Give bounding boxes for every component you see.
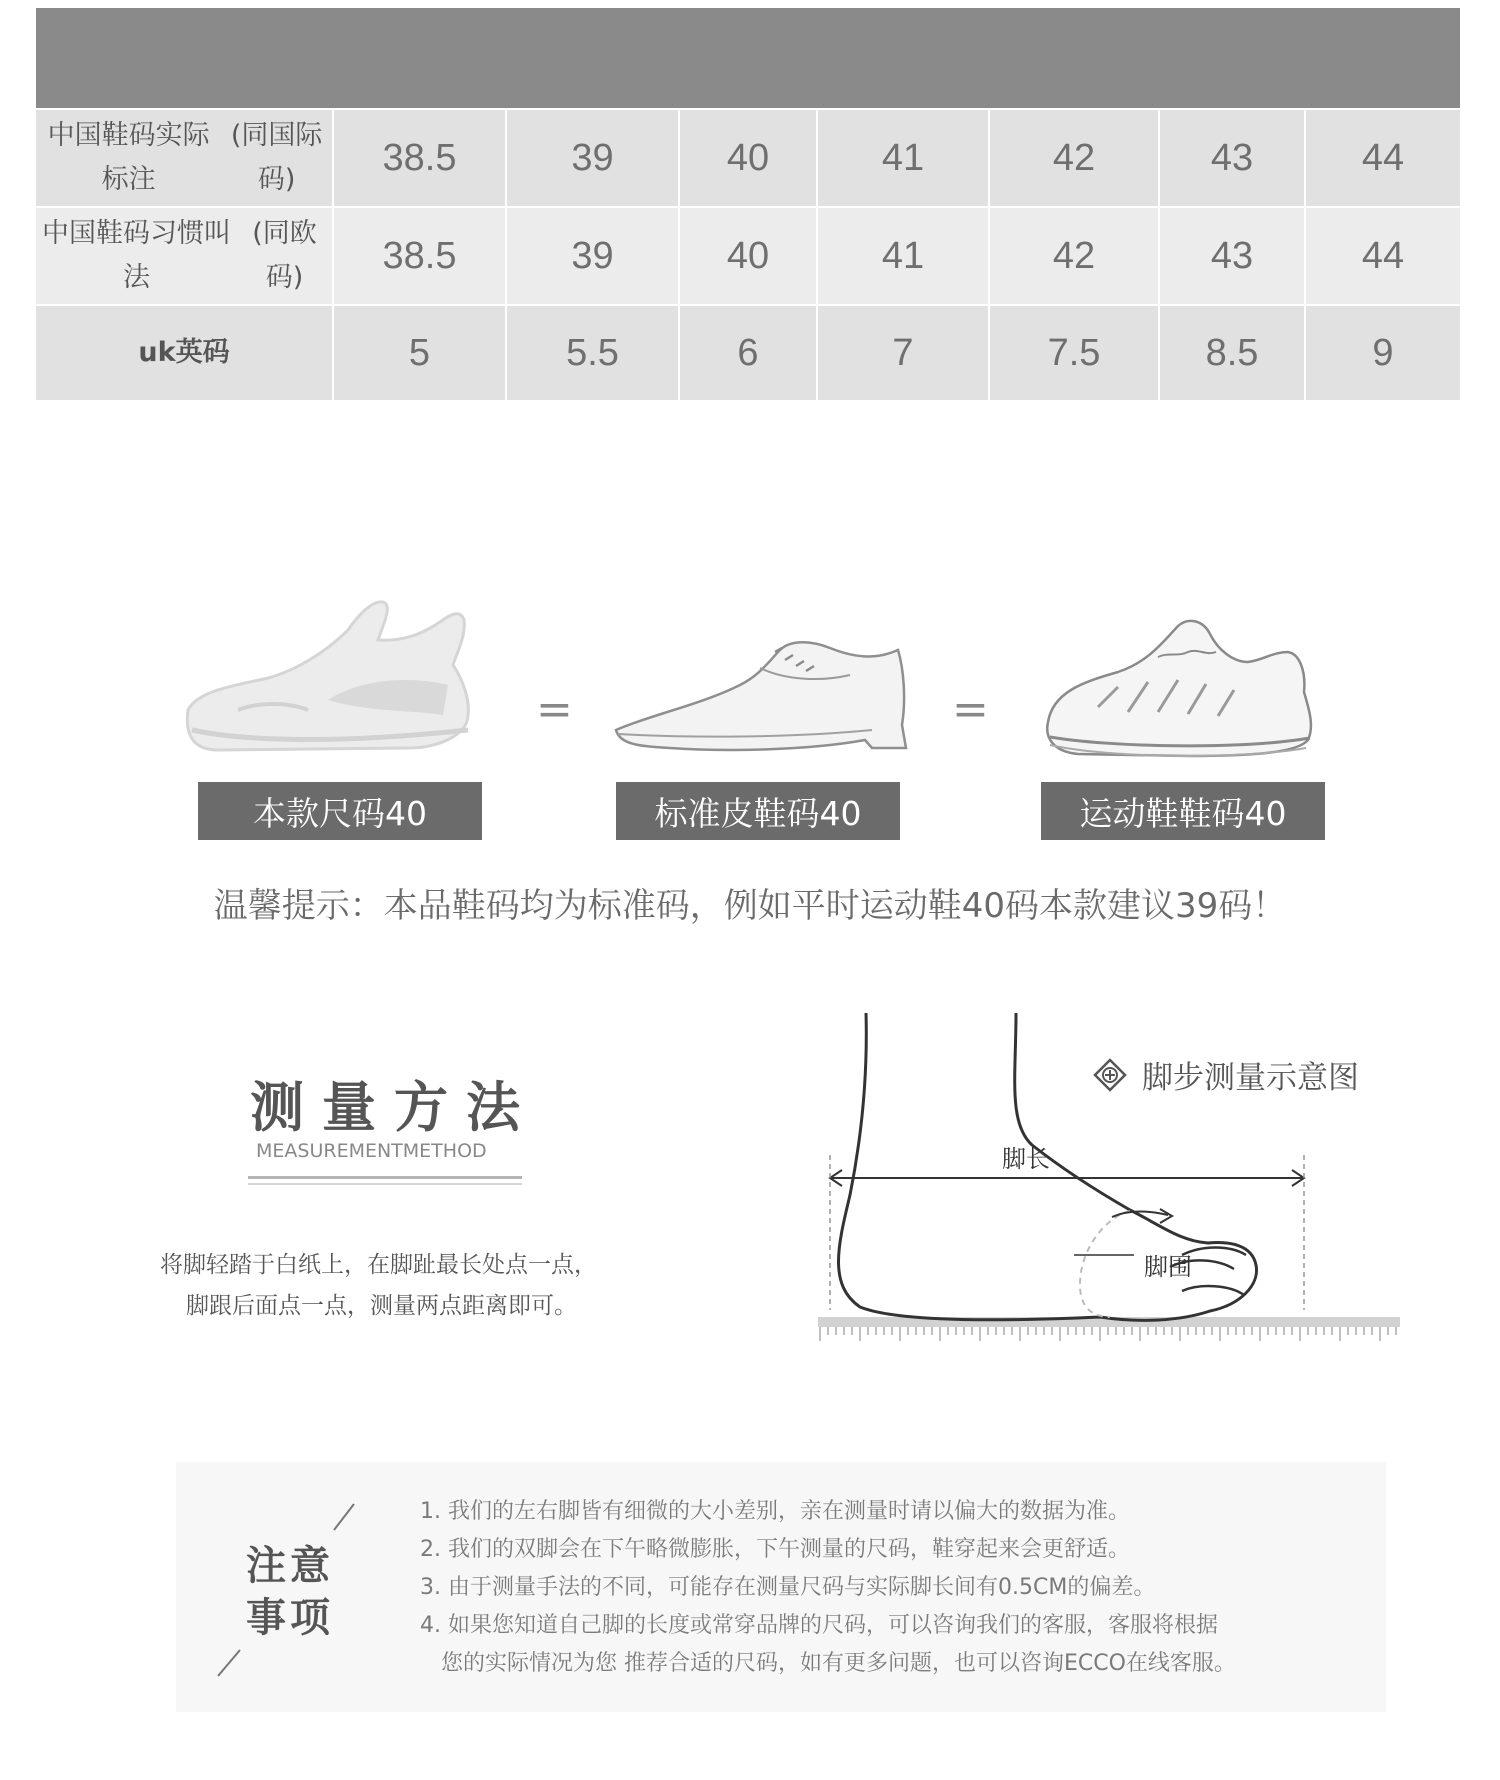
size-value-cell: 41 [818, 208, 990, 304]
leather-shoe-icon [610, 620, 910, 765]
size-value-cell: 39 [507, 208, 680, 304]
row-label-line: (同欧码) [252, 218, 317, 293]
size-value-cell: 9 [1372, 331, 1394, 374]
ruler-icon [818, 1317, 1400, 1341]
row-label-line: 中国鞋码实际标注 [47, 120, 210, 195]
size-row-china-label [36, 110, 1460, 206]
sport-shoe-icon [1038, 612, 1318, 767]
method-title: 测量方法 [250, 1076, 538, 1139]
size-value-cell: 40 [680, 208, 818, 304]
notes-heading: 注意 [246, 1543, 334, 1589]
size-value-cell: 42 [990, 208, 1160, 304]
divider [248, 1183, 522, 1185]
size-value-cell: 6 [680, 306, 818, 400]
row-label [36, 306, 334, 400]
method-instruction-line: 脚跟后面点一点，测量两点距离即可。 [186, 1293, 577, 1319]
equals-sign: = [536, 684, 573, 735]
size-value-cell: 43 [1160, 110, 1306, 206]
row-label-line: uk英码 [138, 337, 230, 368]
leather-shoe-size-label: 标准皮鞋码40 [616, 782, 900, 840]
divider [248, 1176, 522, 1179]
size-row-china-common [36, 208, 1460, 304]
size-value-cell: 41 [818, 110, 990, 206]
size-value-cell: 38.5 [334, 110, 507, 206]
size-value-cell: 5.5 [507, 306, 680, 400]
chunky-sneaker-icon [178, 590, 498, 765]
table-header-bar [36, 8, 1460, 108]
row-label [36, 208, 334, 304]
size-value-cell: 42 [990, 110, 1160, 206]
notes-heading: 事项 [246, 1595, 334, 1641]
method-instruction-line: 将脚轻踏于白纸上，在脚趾最长处点一点， [160, 1252, 597, 1278]
size-value-cell: 40 [680, 110, 818, 206]
row-label-line: 中国鞋码习惯叫法 [42, 218, 231, 293]
row-label-line: (同国际码) [230, 120, 323, 195]
size-value-cell: 7 [818, 306, 990, 400]
size-value-cell: 5 [334, 306, 507, 400]
foot-diagram-title-text: 脚步测量示意图 [1142, 1060, 1359, 1096]
foot-girth-label: 脚围 [1144, 1253, 1192, 1281]
note-item: 2. 我们的双脚会在下午略微膨胀，下午测量的尺码，鞋穿起来会更舒适。 [420, 1537, 1130, 1562]
note-item: 4. 如果您知道自己脚的长度或常穿品牌的尺码，可以咨询我们的客服，客服将根据 [420, 1613, 1218, 1638]
note-item: 您的实际情况为您 推荐合适的尺码，如有更多问题，也可以咨询ECCO在线客服。 [420, 1651, 1236, 1676]
this-style-size-label: 本款尺码40 [198, 782, 482, 840]
foot-measurement-diagram [810, 1005, 1410, 1355]
note-item: 3. 由于测量手法的不同，可能存在测量尺码与实际脚长间有0.5CM的偏差。 [420, 1575, 1156, 1600]
row-label [36, 110, 334, 206]
size-tip: 温馨提示：本品鞋码均为标准码，例如平时运动鞋40码本款建议39码！ [213, 886, 1287, 926]
method-subtitle: MEASUREMENTMETHOD [256, 1140, 487, 1162]
size-value-cell: 43 [1160, 208, 1306, 304]
size-value-cell: 7.5 [990, 306, 1160, 400]
size-value-cell: 44 [1361, 234, 1405, 277]
size-row-uk [36, 306, 1460, 400]
sport-shoe-size-label: 运动鞋鞋码40 [1041, 782, 1325, 840]
size-value-cell: 44 [1361, 136, 1405, 179]
equals-sign: = [952, 684, 989, 735]
size-value-cell: 39 [507, 110, 680, 206]
size-value-cell: 38.5 [334, 208, 507, 304]
size-value-cell: 8.5 [1160, 306, 1306, 400]
note-item: 1. 我们的左右脚皆有细微的大小差别，亲在测量时请以偏大的数据为准。 [420, 1499, 1130, 1524]
foot-length-label: 脚长 [1002, 1145, 1050, 1173]
